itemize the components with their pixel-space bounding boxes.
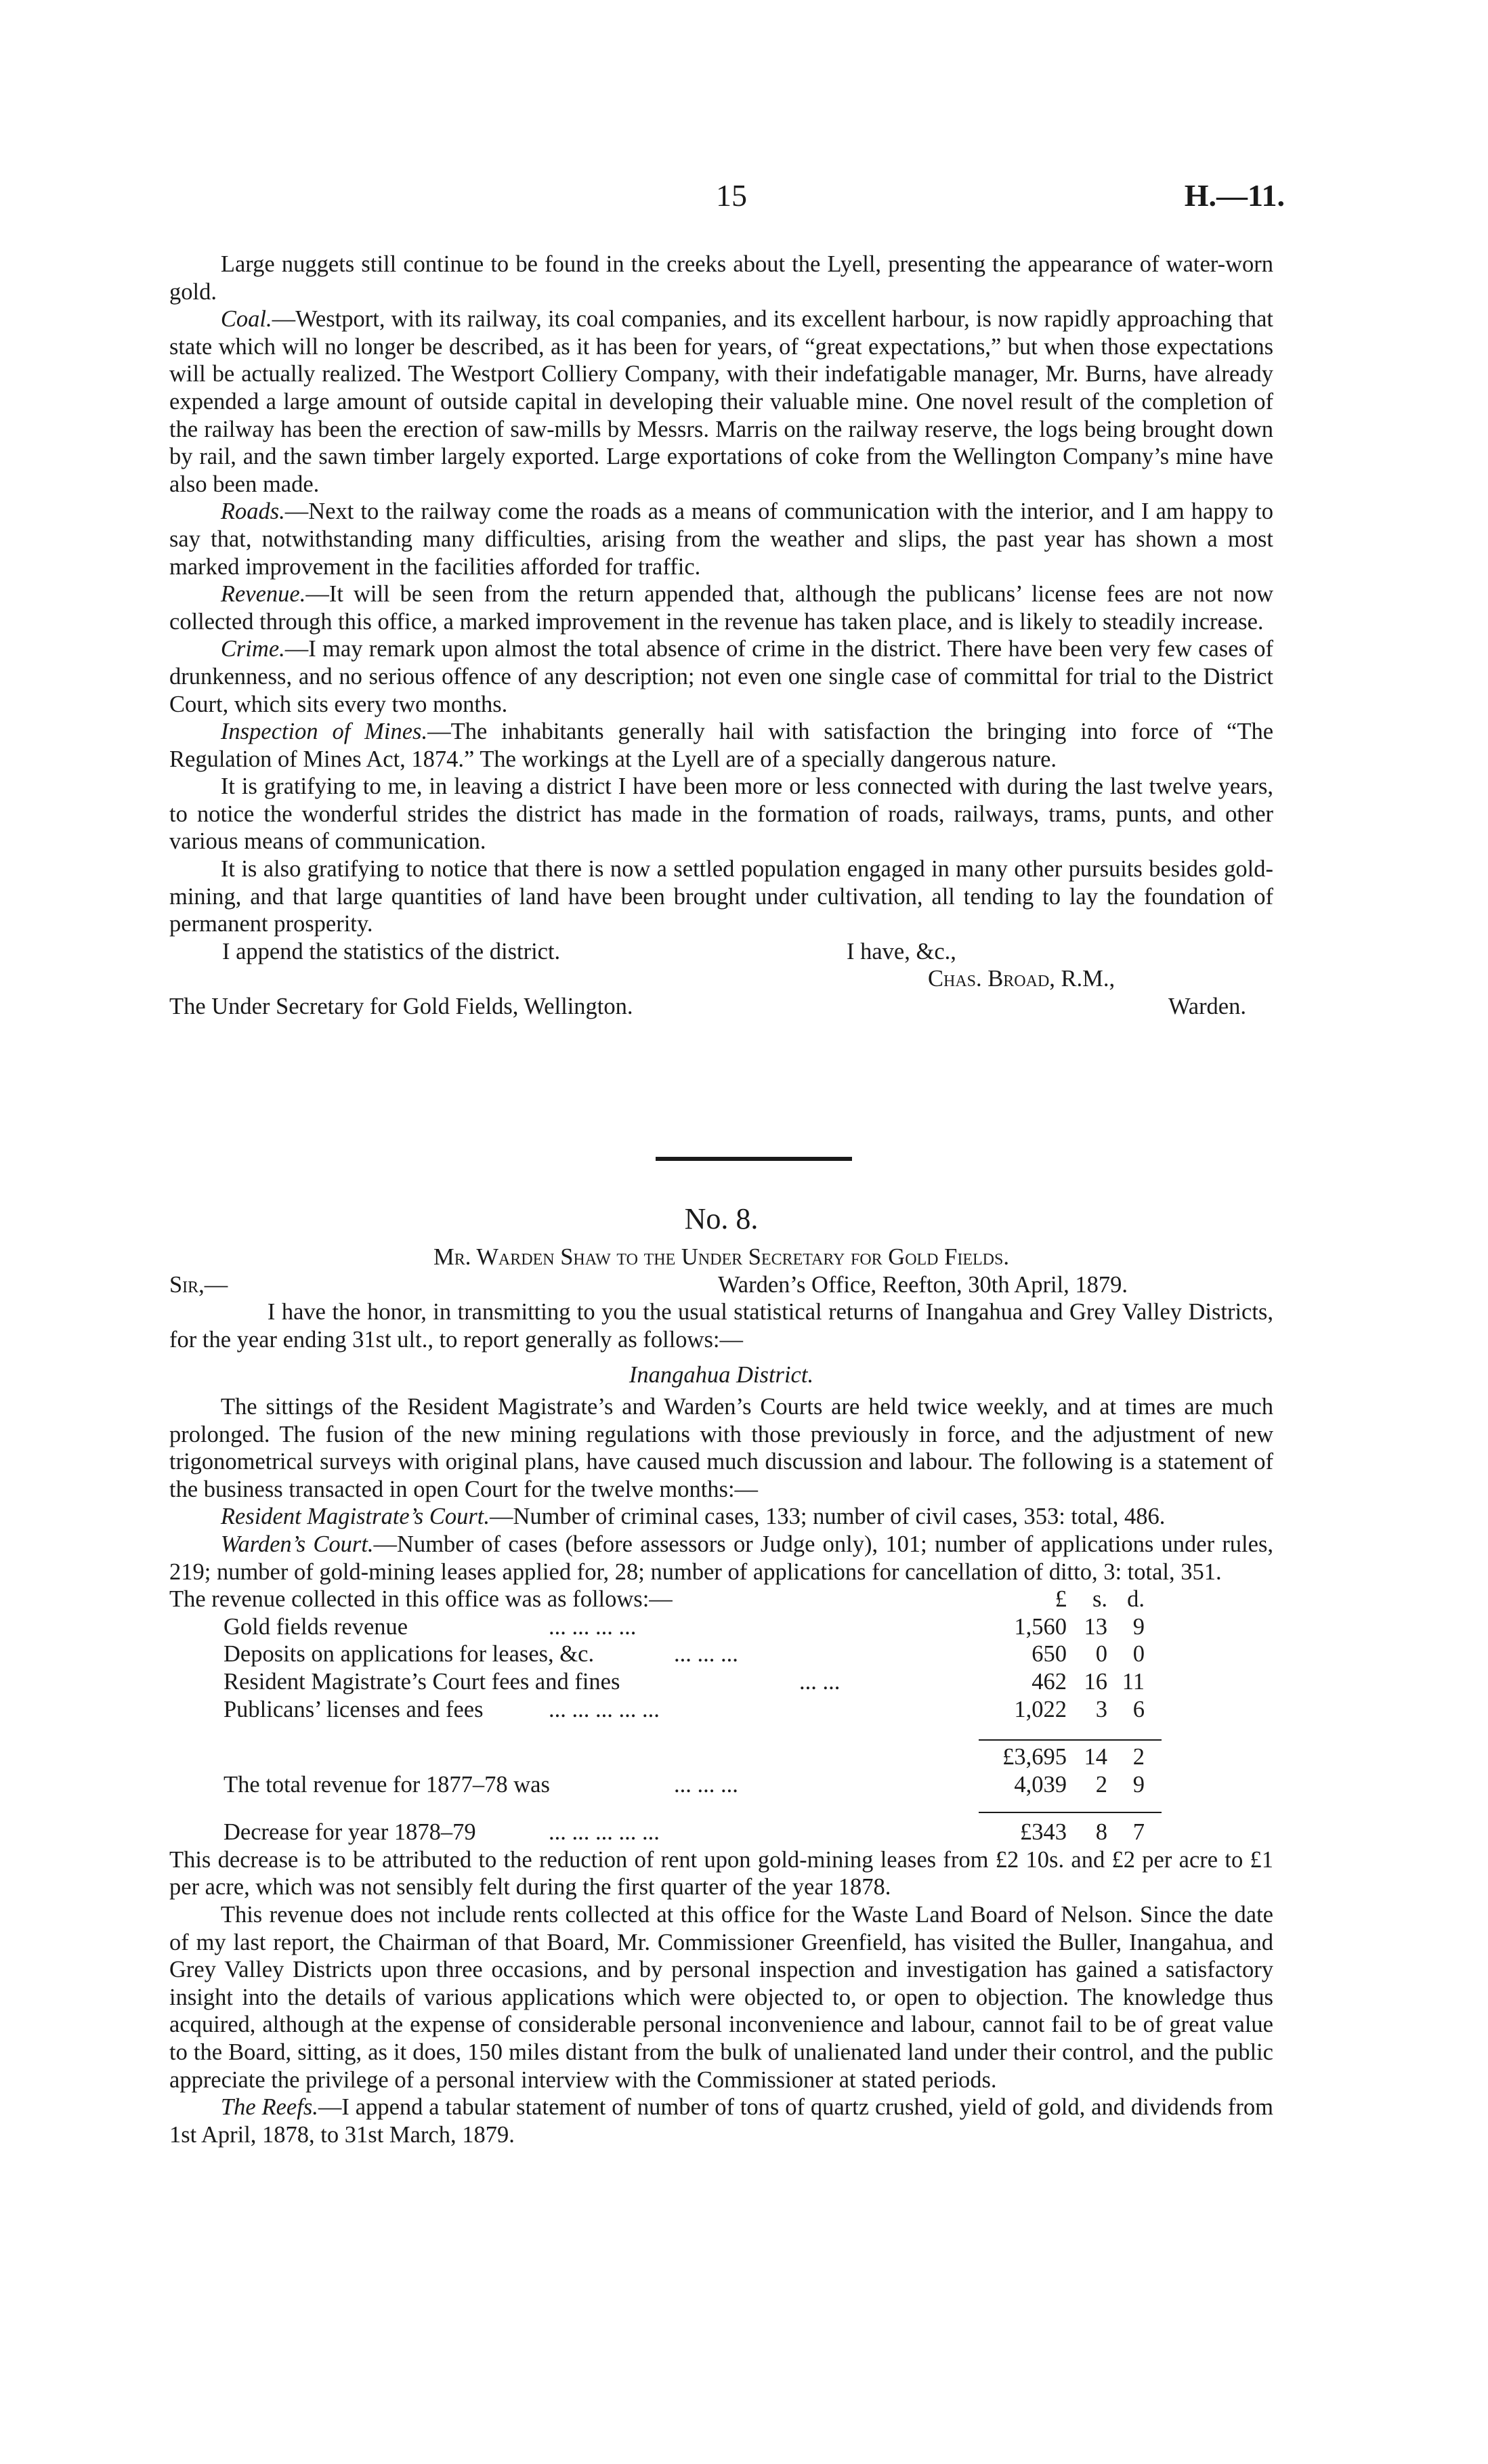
closing-formula: I have, &c., xyxy=(847,938,956,964)
leader-dots: ... ... ... ... ... xyxy=(549,1696,660,1722)
total-row xyxy=(169,1743,1273,1771)
pounds-column-header: £ xyxy=(1055,1586,1067,1613)
coal-text: —Westport, with its railway, its coal companies, and its excellent harbour, is now rapidly approaching that state which will no longer be described, as it has been for years, of “great expectations,” but when those expectations will be actually realized. The Westport Colliery Company, with their indefatigable manager, Mr. Burns, have already expended a large amount of outside capital in developing their valuable mine. One novel result of the completion of the railway has been the erection of saw-mills by Messrs. Marris on the railway reserve, the logs being brought down by rail, and the sawn timber largely exported. Large exportations of coke from the Wellington Company’s mine have also been made. xyxy=(169,306,1273,497)
total-rule xyxy=(979,1739,1162,1741)
closing-row-2 xyxy=(169,965,1273,993)
report-heading: Mr. Warden Shaw to the Under Secretary for Gold Fields. xyxy=(433,1244,1009,1270)
pence-column-header: d. xyxy=(1127,1586,1145,1613)
paragraph-reefs xyxy=(169,2094,1273,2148)
pence: 7 xyxy=(1132,1819,1145,1846)
paragraph-coal xyxy=(169,305,1273,498)
crime-heading: Crime. xyxy=(220,636,285,662)
shillings: 13 xyxy=(1084,1613,1107,1640)
district-heading: Inangahua District. xyxy=(629,1362,814,1388)
paragraph-sittings: The sittings of the Resident Magistrate’s and Warden’s Courts are held twice weekly, and at times are much prolonged. The fusion of the new mining regulations with those previously in force, and the adjustment of new trigonometrical surveys with original plans, have caused much discussion and labour. The following is a statement of the business transacted in open Court for the twelve months:— xyxy=(169,1393,1273,1502)
shillings: 0 xyxy=(1095,1641,1107,1668)
crime-text: —I may remark upon almost the total absence of crime in the district. There have been very few cases of drunkenness, and no serious offence of any description; not even one single case of committal for trial to the District Court, which sits every two months. xyxy=(169,636,1273,717)
pence: 2 xyxy=(1132,1744,1145,1770)
wardens-court-text: —Number of cases (before assessors or Judge only), 101; number of applications under rules, 219; number of gold-mining leases applied for, 28; number of applications for cancellation of ditto, 3: total, 351. xyxy=(169,1531,1274,1585)
revenue-text: —It will be seen from the return appended that, although the publicans’ license fees are not now collected through this office, a marked improvement in the revenue has taken place, and is likely to steadily increase. xyxy=(169,581,1273,635)
section-divider xyxy=(656,1157,852,1161)
mines-heading: Inspection of Mines. xyxy=(220,719,428,745)
table-row xyxy=(169,1640,1273,1668)
pence: 0 xyxy=(1132,1641,1145,1668)
rm-court-text: —Number of criminal cases, 133; number of civil cases, 353: total, 486. xyxy=(489,1504,1166,1530)
revenue-intro: The revenue collected in this office was as follows:— xyxy=(169,1586,673,1613)
paragraph-wardens-court xyxy=(169,1531,1273,1586)
pounds: £3,695 xyxy=(1002,1744,1067,1770)
row-label: The total revenue for 1877–78 was xyxy=(224,1771,550,1798)
paragraph-crime xyxy=(169,635,1273,718)
row-label: Deposits on applications for leases, &c. xyxy=(224,1641,595,1668)
pounds: 462 xyxy=(1032,1668,1067,1695)
paragraph-decrease: This decrease is to be attributed to the reduction of rent upon gold-mining leases from £2 10s. and £2 per acre to £1 per acre, which was not sensibly felt during the first quarter of the year 1878. xyxy=(169,1846,1273,1900)
paragraph-gratifying-1: It is gratifying to me, in leaving a district I have been more or less connected with during the last twelve years, to notice the wonderful strides the district has made in the formation of roads, railways, trams, punts, and other various means of communication. xyxy=(169,773,1273,855)
page-number: 15 xyxy=(716,178,747,213)
dateline: Warden’s Office, Reefton, 30th April, 1879. xyxy=(718,1271,1128,1298)
signature: Chas. Broad, R.M., xyxy=(928,966,1115,992)
row-label: Resident Magistrate’s Court fees and fines xyxy=(224,1668,620,1695)
pence: 11 xyxy=(1122,1668,1145,1695)
row-label: Decrease for year 1878–79 xyxy=(224,1819,476,1846)
shillings: 16 xyxy=(1084,1668,1107,1695)
report-continuation xyxy=(169,251,1273,1021)
previous-year-row xyxy=(169,1771,1273,1799)
roads-text: —Next to the railway come the roads as a means of communication with the interior, and I am happy to say that, notwithstanding many difficulties, arising from the weather and slips, the past year has shown a most marked improvement in the facilities afforded for traffic. xyxy=(169,498,1273,580)
pence: 9 xyxy=(1132,1613,1145,1640)
reefs-text: —I append a tabular statement of number of tons of quartz crushed, yield of gold, and dividends from 1st April, 1878, to 31st March, 1879. xyxy=(169,2094,1273,2148)
rm-court-heading: Resident Magistrate’s Court. xyxy=(220,1504,490,1530)
salutation-row xyxy=(169,1271,1273,1299)
paragraph-rm-court xyxy=(169,1503,1273,1531)
addressee: The Under Secretary for Gold Fields, Wellington. xyxy=(169,994,633,1020)
pounds: 1,560 xyxy=(1014,1613,1067,1640)
decrease-row xyxy=(169,1819,1273,1846)
pence: 6 xyxy=(1132,1696,1145,1722)
paragraph-revenue xyxy=(169,580,1273,635)
closing-row-3 xyxy=(169,993,1273,1021)
paragraph-nuggets: Large nuggets still continue to be found in the creeks about the Lyell, presenting the appearance of water-worn gold. xyxy=(169,251,1273,305)
mines-text: —The inhabitants generally hail with satisfaction the bringing into force of “The Regulation of Mines Act, 1874.” The workings at the Lyell are of a specially dangerous nature. xyxy=(169,719,1274,772)
salutation: Sir,— xyxy=(169,1271,228,1298)
pounds: 650 xyxy=(1032,1641,1067,1668)
paragraph-intro: I have the honor, in transmitting to you the usual statistical returns of Inangahua and Grey Valley Districts, for the year ending 31st ult., to report generally as follows:— xyxy=(169,1299,1273,1353)
closing-row-1 xyxy=(169,938,1273,966)
leader-dots: ... ... ... xyxy=(674,1641,738,1668)
paragraph-waste-land: This revenue does not include rents collected at this office for the Waste Land Board of Nelson. Since the date of my last report, the Chairman of that Board, Mr. Commissioner Greenfield, has visited the Buller, Inangahua, and Grey Valley Districts upon three occasions, and by personal inspection and investigation has gained a satisfactory insight into the details of various applications which were objected to, or open to objection. The knowledge thus acquired, although at the expense of considerable personal inconvenience and labour, cannot fail to be of great value to the Board, sitting, as it does, 150 miles distant from the bulk of unalienated land under their control, and the public appreciate the privilege of a personal interview with the Commissioner at stated periods. xyxy=(169,1902,1273,2093)
table-row xyxy=(169,1668,1273,1696)
pence: 9 xyxy=(1132,1771,1145,1798)
table-row xyxy=(169,1613,1273,1641)
row-label: Gold fields revenue xyxy=(224,1613,408,1640)
revenue-table xyxy=(169,1586,1273,1846)
row-label: Publicans’ licenses and fees xyxy=(224,1696,484,1722)
paragraph-roads xyxy=(169,498,1273,580)
decrease-rule xyxy=(979,1812,1162,1813)
table-row xyxy=(169,1696,1273,1724)
revenue-table-header xyxy=(169,1586,1273,1613)
append-statement: I append the statistics of the district. xyxy=(222,938,561,964)
pounds: 4,039 xyxy=(1014,1771,1067,1798)
shillings-column-header: s. xyxy=(1092,1586,1107,1613)
wardens-court-heading: Warden’s Court. xyxy=(220,1531,374,1557)
shillings: 8 xyxy=(1095,1819,1107,1846)
leader-dots: ... ... ... xyxy=(674,1771,738,1798)
report-number: No. 8. xyxy=(684,1202,759,1235)
paragraph-gratifying-2: It is also gratifying to notice that there is now a settled population engaged in many other pursuits besides gold-mining, and that large quantities of land have been brought under cultivation, all tending to lay the foundation of permanent prosperity. xyxy=(169,856,1273,937)
leader-dots: ... ... xyxy=(799,1668,841,1695)
shillings: 2 xyxy=(1095,1771,1107,1798)
revenue-heading: Revenue. xyxy=(220,581,306,608)
leader-dots: ... ... ... ... ... xyxy=(549,1819,660,1846)
shillings: 14 xyxy=(1084,1744,1107,1770)
reefs-heading: The Reefs. xyxy=(220,2094,318,2121)
document-reference: H.—11. xyxy=(1184,178,1285,213)
signatory-title: Warden. xyxy=(1168,994,1246,1020)
coal-heading: Coal. xyxy=(220,306,272,333)
report-no-8 xyxy=(169,1199,1273,2148)
pounds: £343 xyxy=(1020,1819,1067,1846)
pounds: 1,022 xyxy=(1014,1696,1067,1722)
paragraph-mines xyxy=(169,718,1273,773)
leader-dots: ... ... ... ... xyxy=(549,1613,637,1640)
shillings: 3 xyxy=(1095,1696,1107,1722)
roads-heading: Roads. xyxy=(220,498,285,525)
